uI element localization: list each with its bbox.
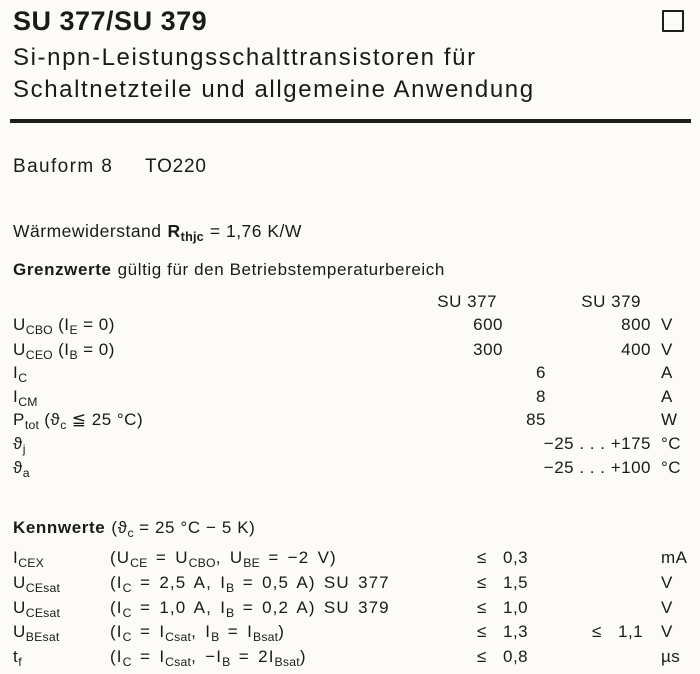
value-su379: −25 . . . +100 <box>543 458 651 477</box>
row-label: $I_{CM}$ <box>13 387 38 409</box>
unit: µs <box>661 647 681 666</box>
limit1-sign: ≤ <box>477 598 487 617</box>
table-row-ucesat-379 <box>0 598 700 622</box>
value-su379: −25 . . . +175 <box>543 434 651 453</box>
table-row-ucbo <box>0 315 700 339</box>
table-row-uceo <box>0 340 700 364</box>
thermal-value: = 1,76 K/W <box>209 221 302 241</box>
table-row-icex <box>0 548 700 572</box>
value-su377: 600 <box>473 315 503 334</box>
row-label: $ϑ_j$ <box>13 434 26 456</box>
grenzwerte-heading-rest: gültig für den Betriebstemperaturbereich <box>117 260 445 279</box>
limit1-value: 0,8 <box>503 647 529 666</box>
unit: °C <box>661 434 682 453</box>
column-header-su377: SU 377 <box>437 292 497 311</box>
package-value: TO220 <box>145 156 207 177</box>
table-row-theta-a <box>0 458 700 482</box>
unit: W <box>661 410 678 429</box>
value-common: 6 <box>536 363 546 382</box>
value-su379: 800 <box>621 315 651 334</box>
unit: V <box>661 622 673 641</box>
row-condition: ($I_C = I_{Csat}$, $-I_B = 2I_{Bsat}$) <box>110 647 307 669</box>
row-label: $U_{BEsat}$ <box>13 622 60 644</box>
row-label: $I_{CEX}$ <box>13 548 44 570</box>
kennwerte-heading-bold: Kennwerte <box>13 518 106 537</box>
thermal-symbol: $R_{thjc}$ <box>167 221 204 245</box>
limit1-sign: ≤ <box>477 647 487 666</box>
limit1-sign: ≤ <box>477 548 487 567</box>
column-header-su379: SU 379 <box>581 292 641 311</box>
grenzwerte-heading <box>13 260 445 280</box>
unit: °C <box>661 458 682 477</box>
row-label: $U_{CBO}$ $(I_E = 0)$ <box>13 315 115 337</box>
page-subtitle <box>13 42 535 106</box>
limit1-value: 1,0 <box>503 598 529 617</box>
corner-square-icon <box>662 10 684 32</box>
row-label: $ϑ_a$ <box>13 458 30 480</box>
value-su377: 300 <box>473 340 503 359</box>
table-row-ptot <box>0 410 700 434</box>
row-label: $t_f$ <box>13 647 22 669</box>
thermal-resistance-line <box>13 221 302 245</box>
table-row-ucesat-377 <box>0 573 700 597</box>
unit: A <box>661 363 673 382</box>
row-condition: ($I_C = 2,5$ A, $I_B = 0,5$ A) SU 377 <box>110 573 390 595</box>
limit1-value: 1,3 <box>503 622 529 641</box>
unit: V <box>661 315 673 334</box>
subtitle-line-2: Schaltnetzteile und allgemeine Anwendung <box>13 76 535 103</box>
row-label: $U_{CEO}$ $(I_B = 0)$ <box>13 340 115 362</box>
row-label: $P_{tot}$ ($ϑ_c$ ≦ 25 °C) <box>13 410 144 432</box>
row-condition: ($I_C = I_{Csat}$, $I_B = I_{Bsat}$) <box>110 622 286 644</box>
header-divider <box>10 119 691 123</box>
grenzwerte-heading-bold: Grenzwerte <box>13 260 112 279</box>
kennwerte-heading-rest: ($ϑ_c = 25$ °C − 5 K) <box>111 518 256 540</box>
unit: V <box>661 598 673 617</box>
grenzwerte-column-header-row <box>0 292 700 316</box>
table-row-tf <box>0 647 700 671</box>
unit: V <box>661 573 673 592</box>
limit2-value: 1,1 <box>618 622 644 641</box>
thermal-prefix: Wärmewiderstand <box>13 221 162 241</box>
limit1-value: 0,3 <box>503 548 529 567</box>
value-su379: 400 <box>621 340 651 359</box>
limit1-value: 1,5 <box>503 573 529 592</box>
table-row-icm <box>0 387 700 411</box>
unit: mA <box>661 548 688 567</box>
value-common: 85 <box>526 410 546 429</box>
limit1-sign: ≤ <box>477 622 487 641</box>
kennwerte-heading <box>13 518 255 538</box>
row-condition: ($I_C = 1,0$ A, $I_B = 0,2$ A) SU 379 <box>110 598 390 620</box>
unit: A <box>661 387 673 406</box>
table-row-theta-j <box>0 434 700 458</box>
limit2-sign: ≤ <box>592 622 602 641</box>
row-label: $I_C$ <box>13 363 28 385</box>
subtitle-line-1: Si-npn-Leistungsschalttransistoren für <box>13 44 477 71</box>
table-row-ic <box>0 363 700 387</box>
table-row-ubesat <box>0 622 700 646</box>
package-label: Bauform 8 <box>13 156 114 177</box>
value-common: 8 <box>536 387 546 406</box>
limit1-sign: ≤ <box>477 573 487 592</box>
page-title: SU 377/SU 379 <box>13 6 208 36</box>
row-label: $U_{CEsat}$ <box>13 573 61 595</box>
row-condition: ($U_{CE} = U_{CBO}$, $U_{BE} = -2$ V) <box>110 548 337 570</box>
unit: V <box>661 340 673 359</box>
row-label: $U_{CEsat}$ <box>13 598 61 620</box>
